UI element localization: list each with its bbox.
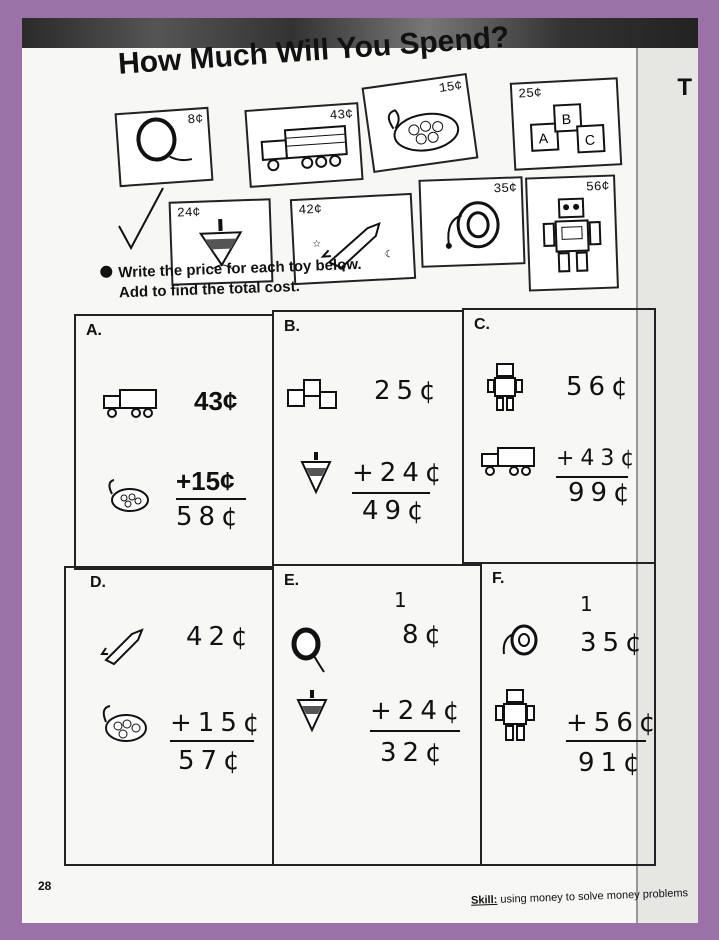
svg-text:☆: ☆ [311,238,322,251]
toy-price: 15¢ [437,77,464,96]
blocks-icon [286,376,342,412]
marbles-bag-icon [366,92,475,167]
addend-bottom: +24¢ [352,458,448,488]
toy-price: 35¢ [493,180,518,197]
spinning-top-icon [294,690,330,734]
toy-card-blocks [510,77,622,171]
rocket-icon [98,622,146,666]
bullet-icon [100,266,112,278]
toy-price: 56¢ [585,178,610,195]
problem-cell-b [272,310,464,566]
svg-text:A: A [538,129,549,147]
addend-top: 56¢ [566,372,634,402]
problem-letter: E. [284,572,300,589]
problem-cell-a [74,314,274,570]
sum-line [176,498,246,500]
problem-cell-e [272,564,482,866]
addend-top: 43¢ [194,386,238,416]
robot-icon [494,688,536,746]
carry-digit: 1 [394,588,407,612]
page-number: 28 [38,879,52,893]
spinning-top-icon [298,452,334,496]
toy-card-balloon [115,107,214,187]
problem-letter: F. [492,570,505,587]
yoyo-icon [498,622,540,662]
sum-line [566,740,646,742]
toy-price: 8¢ [187,111,204,128]
toy-price: 25¢ [517,85,543,102]
check-mark-icon [117,186,167,256]
svg-text:☾: ☾ [384,248,395,261]
balloon-icon [117,110,211,181]
instruction-line: Write the price for each toy below. [100,255,362,284]
truck-icon [248,119,362,182]
truck-icon [480,444,536,478]
marbles-bag-icon [96,702,150,744]
addend-top: 35¢ [580,628,648,658]
truck-icon [102,386,158,420]
answer: 49¢ [362,496,430,526]
toy-card-truck [244,102,363,188]
answer: 58¢ [176,502,244,532]
addend-bottom: +15¢ [170,708,266,738]
blocks-icon [513,96,620,164]
problem-cell-f [480,562,662,866]
addend-top: 25¢ [374,376,442,406]
addend-bottom: +15¢ [176,466,235,496]
marbles-bag-icon [102,476,150,514]
addend-bottom: +24¢ [370,696,466,726]
addend-bottom: +56¢ [566,708,662,738]
sum-line [170,740,254,742]
robot-icon [486,362,524,414]
answer: 32¢ [380,738,448,768]
problem-letter: D. [90,574,106,591]
sum-line [352,492,430,494]
svg-text:C: C [584,131,596,149]
answer: 91¢ [578,748,646,778]
balloon-icon [290,626,326,676]
problem-letter: C. [474,316,490,333]
instruction-line: Add to find the total cost. [118,278,301,302]
answer: 99¢ [568,478,636,508]
carry-digit: 1 [580,592,593,616]
toy-card-yoyo [418,176,525,268]
toy-card-marbles [362,73,479,173]
yoyo-icon [421,193,523,261]
svg-text:B: B [561,110,572,128]
problem-grid [74,308,662,868]
toy-price: 43¢ [329,106,354,124]
problem-cell-c [462,308,656,564]
toy-price: 42¢ [298,201,323,218]
robot-icon [528,192,617,286]
skill-label: Skill: [470,893,498,907]
problem-cell-d [64,566,274,866]
toy-card-robot [525,174,619,291]
next-page-title-fragment: T [677,74,692,101]
problem-letter: B. [284,318,300,335]
page-title: How Much Will You Spend? [117,20,511,81]
skill-text: using money to solve money problems [500,887,689,906]
sum-line [370,730,460,732]
worksheet-page [22,18,698,923]
problem-letter: A. [86,322,102,339]
answer: 57¢ [178,746,246,776]
addend-bottom: +43¢ [556,446,641,471]
addend-top: 42¢ [186,622,254,652]
addend-top: 8¢ [402,620,448,650]
toy-price: 24¢ [176,204,201,221]
instructions [100,255,363,304]
